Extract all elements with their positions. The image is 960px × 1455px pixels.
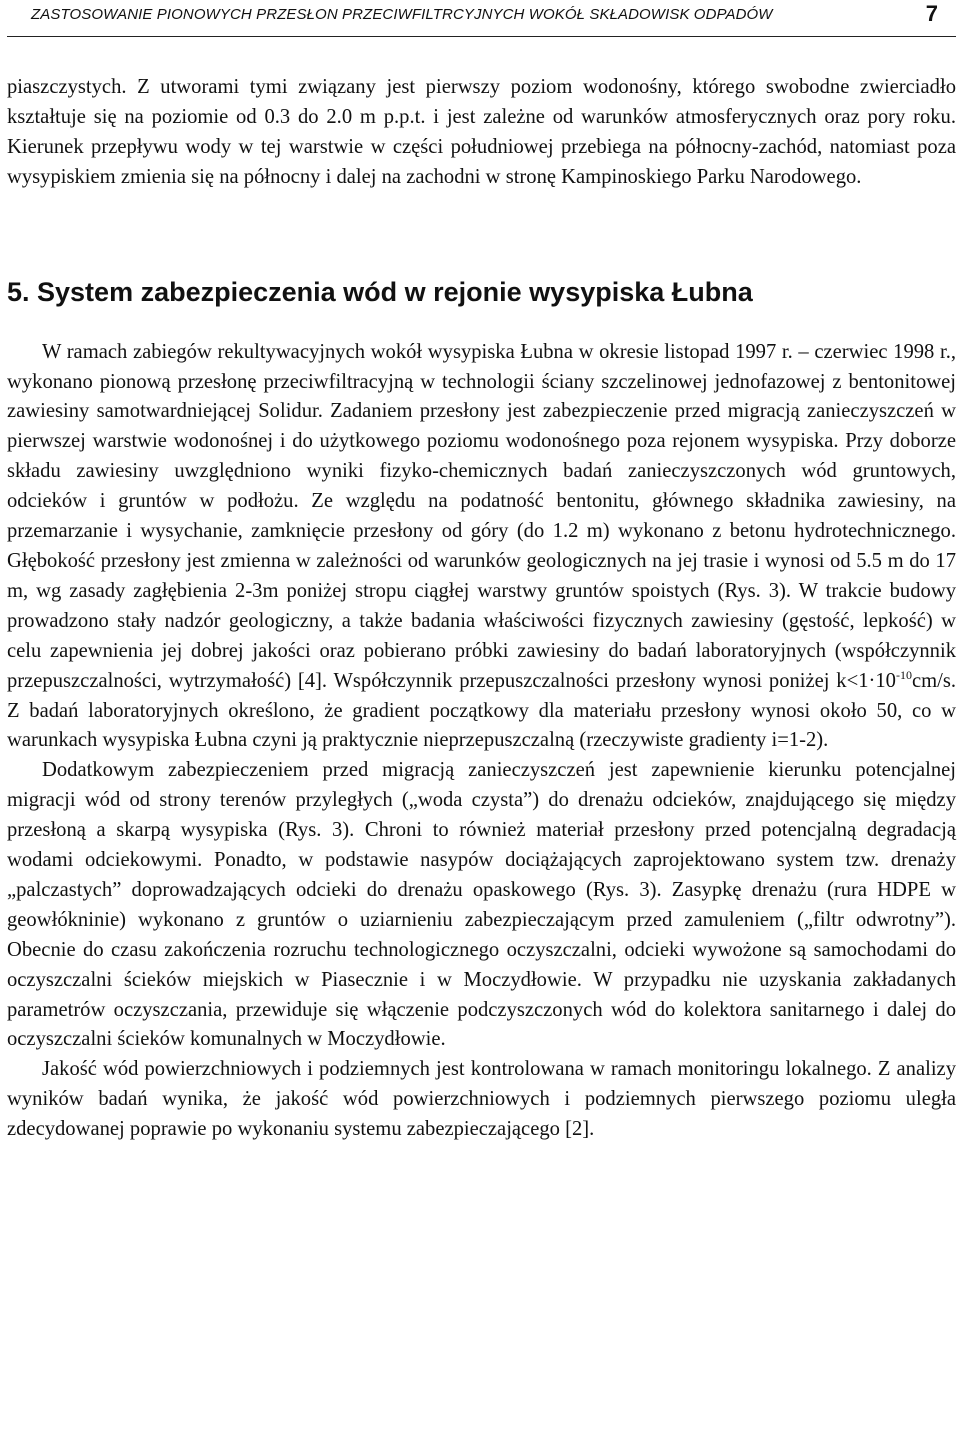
section-paragraph-1 (7, 338, 956, 757)
running-header-title: ZASTOSOWANIE PIONOWYCH PRZESŁON PRZECIWFILTRCYJNYCH WOKÓŁ SKŁADOWISK ODPADÓW (31, 6, 773, 23)
paragraph-1-text-a: W ramach zabiegów rekultywacyjnych wokół wysypiska Łubna w okresie listopad 1997 r. – czerwiec 1998 r., wykonano pionową przesłonę przeciwfiltracyjną w technologii ściany szczelinowej jednofazowej z bentonitowej zawiesiny samotwardniejącej Solidur. Zadaniem przesłony jest zabezpieczenie przed migracją zanieczyszczeń w pierwszej warstwie wodonośnej i do użytkowego poziomu wodonośnego poza rejonem wysypiska. Przy doborze składu zawiesiny uwzględniono wyniki fizyko-chemicznych badań zanieczyszczonych wód gruntowych, odcieków i gruntów w podłożu. Ze względu na podatność bentonitu, głównego składnika zawiesiny, na przemarzanie i wysychanie, zamknięcie przesłony od góry (do 1.2 m) wykonano z betonu hydrotechnicznego. Głębokość przesłony jest zmienna w zależności od warunków geologicznych na jej trasie i wynosi od 5.5 m do 17 m, wg zasady zagłębienia 2-3m poniżej stropu ciągłej warstwy gruntów spoistych (Rys. 3). W trakcie budowy prowadzono stały nadzór geologiczny, a także badania właściwości fizycznych zawiesiny (gęstość, lepkość) w celu zapewnienia jej dobrej jakości oraz pobierano próbki zawiesiny do badań laboratoryjnych (współczynnik przepuszczalności, wytrzymałość) [4]. Współczynnik przepuszczalności przesłony wynosi poniżej k<1·10 (7, 340, 956, 692)
section-heading: 5. System zabezpieczenia wód w rejonie wysypiska Łubna (7, 276, 753, 307)
section-paragraph-3: Jakość wód powierzchniowych i podziemnych jest kontrolowana w ramach monitoringu lokalnego. Z analizy wyników badań wynika, że jakość wód powierzchniowych i podziemnych pierwszego poziomu uległa zdecydowanej poprawie po wykonaniu systemu zabezpieczającego [2]. (7, 1058, 956, 1141)
intro-paragraph: piaszczystych. Z utworami tymi związany jest pierwszy poziom wodonośny, którego swobodne zwierciadło kształtuje się na poziomie od 0.3 do 2.0 m p.p.t. i jest zależne od warunków atmosferycznych oraz pory roku. Kierunek przepływu wody w tej warstwie w części południowej przebiega na północny-zachód, natomiast poza wysypiskiem zmienia się na północny i dalej na zachodni w stronę Kampinoskiego Parku Narodowego. (7, 76, 956, 188)
exponent-superscript: -10 (895, 667, 912, 682)
page-number: 7 (925, 1, 938, 26)
section-paragraph-2: Dodatkowym zabezpieczeniem przed migracją zanieczyszczeń jest zapewnienie kierunku potencjalnej migracji wód od strony terenów przyległych („woda czysta”) do drenażu odcieków, znajdującego się między przesłoną a skarpą wysypiska (Rys. 3). Chroni to również materiał przesłony przed potencjalną degradacją wodami odciekowymi. Ponadto, w podstawie nasypów dociążających zaprojektowano system tzw. drenaży „palczastych” doprowadzających odcieki do drenażu opaskowego (Rys. 3). Zasypkę drenażu (rura HDPE w geowłókninie) wykonano z gruntów o uziarnieniu zabezpieczającym przed zamuleniem („filtr odwrotny”). Obecnie do czasu zakończenia rozruchu technologicznego oczyszczalni, odcieki wywożone są samochodami do oczyszczalni ścieków miejskich w Piasecznie i w Moczydłowie. W przypadku nie uzyskania zakładanych parametrów oczyszczania, przewiduje się włączenie podczyszczonych wód do kolektora sanitarnego i dalej do oczyszczalni ścieków komunalnych w Moczydłowie. (7, 759, 956, 1051)
paragraph-1-text-b: cm/s. Z badań laboratoryjnych określono, że gradient początkowy dla materiału przesłony wynosi około 50, co w warunkach wysypiska Łubna czyni ją praktycznie nieprzepuszczalną (rzeczywiste gradienty i=1-2). (7, 669, 956, 752)
running-header (7, 0, 956, 37)
